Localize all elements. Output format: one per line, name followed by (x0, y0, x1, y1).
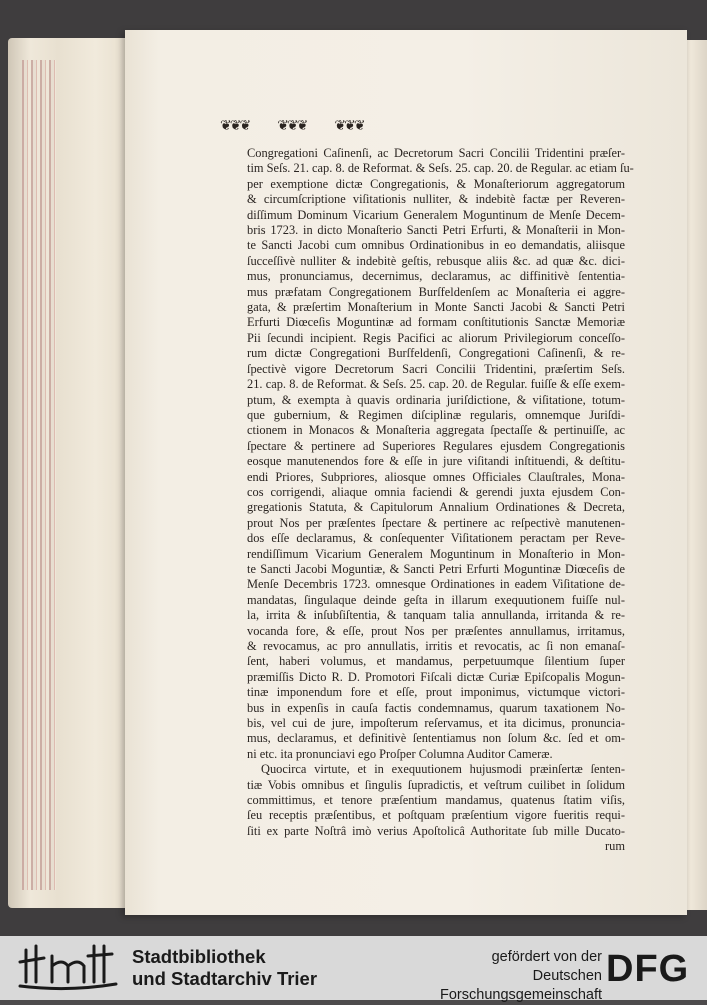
text-line: cos corrigendi, aliaque omnia faciendi & gerendi juxta ejusdem Con- (247, 484, 625, 499)
document-text (247, 146, 634, 855)
text-line: gregationis Statuta, & Capitulorum Annalium Ordinationes & Decreta, (247, 500, 625, 515)
text-line: ſent, haberi volumus, et mandamus, perpetuumque ſilentium ſuper (247, 654, 625, 669)
text-line: ſeu receptis præſentibus, et poſtquam præſentium vigore fueritis requi- (247, 808, 625, 823)
text-line: ſucceſſivè nulliter & indebitè geſtis, rebusque aliis &c. ad quæ &c. dici- (247, 253, 625, 268)
text-line: ſiti ex parte Noſtrâ imò verius Apoſtolicâ Authoritate ſub mille Ducato- (247, 823, 625, 838)
text-line: prout Nos per præſentes ſpectare & pertinere ac reſpectivè manutenen- (247, 515, 625, 530)
funding-note (380, 948, 602, 1005)
text-line: ſpectivè vigore Decretorum Sacri Concilii Tridentini, præſertim Seſs. (247, 361, 625, 376)
text-line: rendiſſimum Vicarium Generalem Moguntinum in Monaſterio in Mon- (247, 546, 625, 561)
text-line: Pii ſecundi incipient. Regis Pacifici ac aliorum Privilegiorum conceſſo- (247, 330, 625, 345)
text-line: mus, declaramus, et definitivè ſententiamus non ſolum &c. ſed et om- (247, 731, 625, 746)
text-line: per exemptione dictæ Congregationis, & Monaſteriorum aggregatorum (247, 176, 625, 191)
text-line: endi Priores, Subpriores, aliosque omnes Officiales Clauſtrales, Mona- (247, 469, 625, 484)
text-line: ctionem in Monacos & Monaſteria aggregata ſpectaſſe & pertinuiſſe, ac (247, 423, 625, 438)
text-line: eosque manutenendos fore & eſſe in jure viſitandi inſtituendi, & deſtitu- (247, 454, 625, 469)
ornament-1: ❦❦❦ (220, 118, 250, 134)
text-line: te Sancti Jacobi Moguntiæ, & Sancti Petri Erfurti Moguntinæ Diœceſis de (247, 561, 625, 576)
text-line: ni etc. ita pronunciavi ego Proſper Columna Auditor Cameræ. (247, 746, 553, 761)
text-line: rum dictæ Congregationi Burſfeldenſi, Congregationi Caſinenſi, & re- (247, 346, 625, 361)
institution-name (132, 946, 317, 990)
ornament-2: ❦❦❦ (277, 118, 307, 134)
text-line: Erfurti Diœceſis Moguntinæ ad formam conſtitutionis Sanctæ Memoriæ (247, 315, 625, 330)
text-line: tiæ Vobis omnibus et ſingulis ſupradictis, et veſtrum cuilibet in ſolidum (247, 777, 625, 792)
text-line: bis, vel cui de jure, impoſterum reſervamus, et ita dicimus, pronuncia- (247, 716, 625, 731)
page-edge-stack (22, 60, 56, 890)
text-line: mandatas, ſingulaque deinde geſta in illarum exequutionem fuiſſe nul- (247, 592, 625, 607)
text-line: 21. cap. 8. de Reformat. & Seſs. 25. cap. 20. de Regular. fuiſſe & eſſe exem- (247, 377, 625, 392)
text-line: Quocirca virtute, et in exequutionem hujusmodi præinſertæ ſenten- (261, 762, 625, 777)
dfg-logo: DFG (606, 948, 690, 990)
text-line: committimus, et tenore præſentium mandamus, quatenus ſtatim viſis, (247, 793, 625, 808)
text-line: ſpectare & pertinere ad Superiores Regulares ejusdem Congregationis (247, 438, 625, 453)
institution-line-2: und Stadtarchiv Trier (132, 968, 318, 989)
text-line: præmiſſis Dicto R. D. Promotori Fiſcali dictæ Curiæ Epiſcopalis Mogun- (247, 669, 625, 684)
text-line: mus præfatam Congregationem Burſfeldenſem ac Monaſteria ei aggre- (247, 284, 625, 299)
text-line: Menſe Decembris 1723. omnesque Ordinationes in eadem Viſitatione de- (247, 577, 625, 592)
funding-line-1: gefördert von der (491, 949, 602, 965)
stadtbibliothek-logo-icon (18, 942, 118, 994)
ornament-3: ❦❦❦ (334, 118, 364, 134)
text-line: bris 1723. in dicto Monaſterio Sancti Petri Erfurti, & Monaſterii in Mon- (247, 223, 625, 238)
text-line: bus in expenſis in cauſa factis condemnamus, quarum taxationem No- (247, 700, 625, 715)
text-line: diſſimum Dominum Vicarium Generalem Moguntinum de Menſe Decem- (247, 207, 625, 222)
text-line: & revocamus, ac pro annullatis, irritis et revocatis, ac ſi non emanaſ- (247, 639, 625, 653)
funding-line-2: Deutschen Forschungsgemeinschaft (440, 968, 602, 1003)
footer-bar (0, 936, 707, 1003)
text-line: Congregationi Caſinenſi, ac Decretorum Sacri Concilii Tridentini præſer- (247, 146, 625, 160)
text-line: gata, & præſertim Monaſterium in Monte Sancti Jacobi & Sancti Petri (247, 300, 625, 315)
ornament-header (220, 118, 520, 134)
text-line: tinæ imponendum fore et eſſe, prout imponimus, victumque victori- (247, 685, 625, 700)
text-line: & circumſcriptione viſitationis nulliter, & indebitè factæ per Reveren- (247, 192, 625, 207)
text-line: tim Seſs. 21. cap. 8. de Reformat. & Seſs. 25. cap. 20. de Regular. ac etiam ſu- (247, 161, 634, 176)
catchword: rum (605, 839, 625, 854)
text-line: vocanda fore, & eſſe, prout Nos per præſentes annullamus, irritamus, (247, 623, 625, 638)
text-line: mus, pronunciamus, decernimus, declaramus, ac diffinitivè ſententia- (247, 269, 625, 284)
text-line: ptum, & exempta à quavis ordinaria juriſdictione, & viſitatione, totum- (247, 392, 625, 407)
institution-line-1: Stadtbibliothek (132, 946, 266, 967)
text-line: te Sancti Jacobi cum omnibus Ordinationibus in eo demandatis, aliisque (247, 238, 625, 253)
text-line: dos eſſe declaramus, & conſequenter Viſitationem peractam per Reve- (247, 531, 625, 546)
text-line: que gubernium, & Regimen diſciplinæ regularis, omnemque Juriſdi- (247, 407, 625, 422)
text-line: la, irrita & inſubſiſtentia, & tanquam talia annullanda, irritanda & re- (247, 608, 625, 623)
